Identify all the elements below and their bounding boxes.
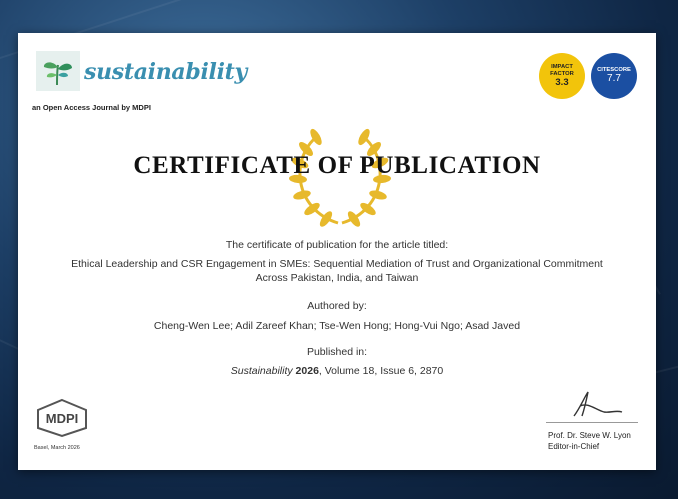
place-date: Basel, March 2026 [34,445,80,451]
citescore-value: 7.7 [607,73,621,85]
impact-factor-label: IMPACT FACTOR [550,64,574,77]
citation-details: , Volume 18, Issue 6, 2870 [318,365,444,377]
certificate-card [18,33,656,470]
article-title: Ethical Leadership and CSR Engagement in SMEs: Sequential Mediation of Trust and Organizational Commitment Across Pakistan, India, and Taiwan [71,258,603,284]
certificate-title: CERTIFICATE OF PUBLICATION [133,152,541,179]
certificate-intro: The certificate of publication for the article titled: [225,239,449,251]
journal-tagline: an Open Access Journal by MDPI [32,103,151,112]
editor-role: Editor-in-Chief [548,442,600,451]
citation-year: 2026 [295,365,319,377]
editor-name: Prof. Dr. Steve W. Lyon [548,431,631,440]
impact-factor-badge [539,53,585,99]
journal-name: sustainability [84,59,247,85]
signature-line [546,422,638,423]
journal-logo [36,51,80,91]
authors-list: Cheng-Wen Lee; Adil Zareef Khan; Tse-Wen Hong; Hong-Vui Ngo; Asad Javed [153,320,521,332]
citescore-label: CITESCORE [597,67,631,74]
signature-icon [566,388,626,422]
published-label: Published in: [306,346,368,358]
authored-label: Authored by: [307,300,367,312]
citation [58,364,616,378]
citescore-badge [591,53,637,99]
impact-factor-value: 3.3 [555,76,569,88]
leaf-sprout-icon [41,55,75,87]
citation-journal: Sustainability [230,365,293,377]
mdpi-logo-text: MDPI [45,411,79,426]
editor-block [548,430,631,452]
mdpi-logo [34,398,90,438]
